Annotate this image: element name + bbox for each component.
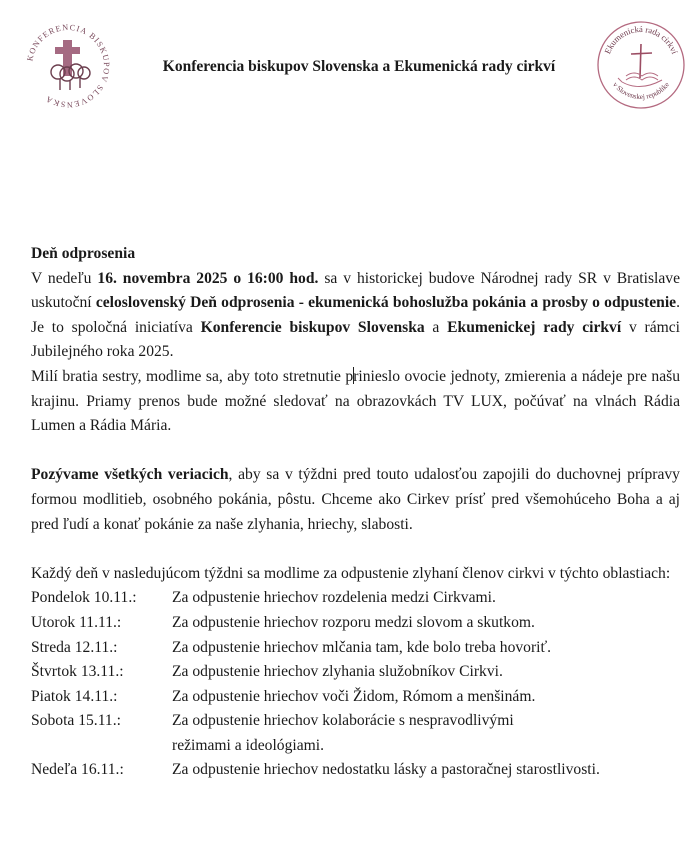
paragraph-broadcast-info[interactable]: Milí bratia sestry, modlime sa, aby toto stretnutie prinieslo ovocie jednoty, zmierenia a nádeje pre našu krajinu. Priamy prenos bude možné sledovať na obrazovkách TV LUX, počúvať na vlnách Rádia Lumen a Rádia Mária. [31, 367, 680, 435]
svg-text:Ekumenická rada cirkví: Ekumenická rada cirkví [602, 23, 680, 56]
schedule-day: Piatok 14.11.: [31, 687, 118, 705]
org-kbs: Konferencie biskupov Slovenska [200, 318, 425, 336]
svg-text:v Slovenskej republike: v Slovenskej republike [611, 80, 671, 102]
document-body [31, 242, 680, 783]
schedule-intention: Za odpustenie hriechov rozporu medzi slovom a skutkom. [172, 613, 535, 631]
svg-text:KONFERENCIA BISKUPOV SLOVENSKA: KONFERENCIA BISKUPOV SLOVENSKA [25, 22, 112, 110]
schedule-day: Pondelok 10.11.: [31, 589, 137, 607]
schedule-row [31, 636, 680, 661]
schedule-intention: Za odpustenie hriechov voči Židom, Rómom a menšinám. [172, 687, 536, 705]
schedule-intention: Za odpustenie hriechov rozdelenia medzi Cirkvami. [172, 589, 496, 607]
schedule-row [31, 685, 680, 710]
paragraph-event-info: V nedeľu 16. novembra 2025 o 16:00 hod. sa v historickej budove Národnej rady SR v Bratislave uskutoční celoslovenský Deň odprosenia - ekumenická bohoslužba pokánia a prosby o odpustenie. Je to spoločná iniciatíva Konferencie biskupov Slovenska a Ekumenickej rady cirkví v rámci Jubilejného roka 2025. [31, 269, 680, 361]
paragraph-invitation: Pozývame všetkých veriacich, aby sa v týždni pred touto udalosťou zapojili do duchovnej prípravy formou modlitieb, osobného pokánia, pôstu. Chceme ako Cirkev prísť pred všemohúceho Boha a aj pred ľudí a konať pokánie za naše zlyhania, hriechy, slabosti. [31, 466, 680, 533]
schedule-row [31, 758, 680, 783]
schedule-intention: Za odpustenie hriechov zlyhania služobníkov Cirkvi. [172, 663, 503, 681]
header-title: Konferencia biskupov Slovenska a Ekumenická rady cirkví [162, 58, 556, 75]
prayer-schedule [31, 586, 680, 783]
schedule-row [31, 611, 680, 636]
schedule-row [31, 660, 680, 685]
org-erc: Ekumenickej rady cirkví [447, 318, 622, 336]
schedule-day: Utorok 11.11.: [31, 613, 122, 631]
schedule-intention: Za odpustenie hriechov kolaborácie s nespravodlivými režimami a ideológiami. [172, 712, 514, 754]
paragraph-schedule-intro: Každý deň v nasledujúcom týždni sa modlime za odpustenie zlyhaní členov cirkvi v týchto oblastiach: [31, 564, 671, 582]
schedule-day: Streda 12.11.: [31, 638, 118, 656]
schedule-row [31, 586, 680, 611]
schedule-day: Sobota 15.11.: [31, 712, 121, 730]
event-name: celoslovenský Deň odprosenia - ekumenická bohoslužba pokánia a prosby o odpustenie [95, 294, 677, 312]
schedule-day: Nedeľa 16.11.: [31, 761, 124, 779]
schedule-intention: Za odpustenie hriechov nedostatku lásky a pastoračnej starostlivosti. [172, 761, 600, 779]
schedule-row [31, 709, 680, 758]
section-heading: Deň odprosenia [31, 245, 136, 262]
event-date: 16. novembra 2025 o 16:00 hod. [97, 269, 319, 287]
ekumenicka-rada-seal-icon [596, 20, 686, 110]
schedule-day: Štvrtok 13.11.: [31, 663, 124, 681]
schedule-intention: Za odpustenie hriechov mlčania tam, kde bolo treba hovoriť. [172, 638, 552, 656]
